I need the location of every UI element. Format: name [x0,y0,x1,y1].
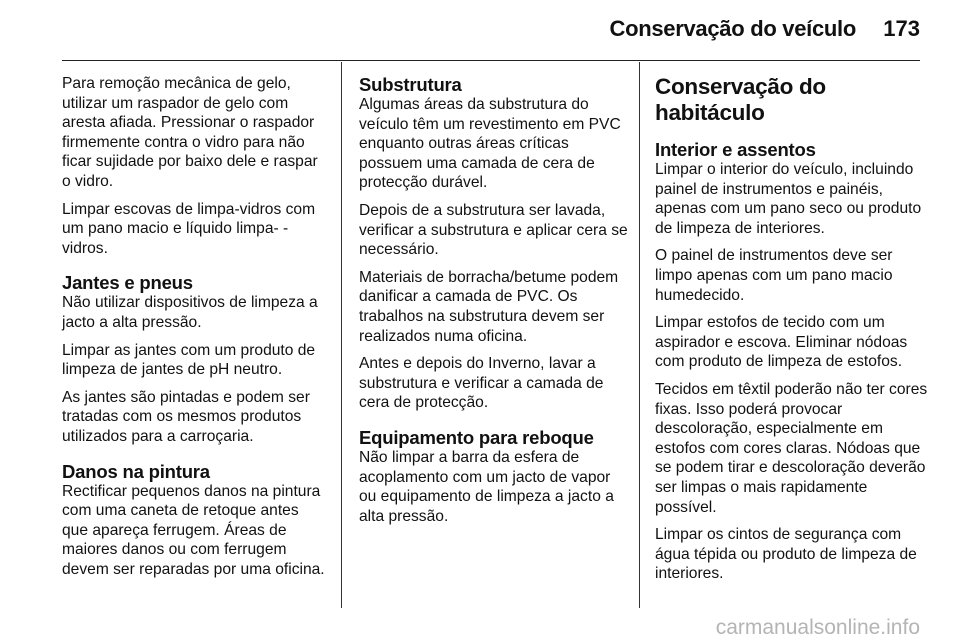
interior-paragraph: Tecidos em têxtil poderão não ter cores fixas. Isso poderá provocar descoloração, especialmente em estofos com cores claras. Nódoas que se podem tirar e descoloração deverão ser limpas o mais rapidamente possível. [655,380,928,516]
interior-paragraph: Limpar estofos de tecido com um aspirador e escova. Eliminar nódoas com produto de limpeza de estofos. [655,314,908,371]
wheels-paragraph: Limpar as jantes com um produto de limpeza de jantes de pH neutro. [62,341,316,379]
paint-damage-paragraph: Rectificar pequenos danos na pintura com uma caneta de retoque antes que apareça ferrugem. Áreas de maiores danos ou com ferrugem devem ser reparadas por uma oficina. [62,482,325,578]
paint-damage-heading: Danos na pintura [62,460,210,482]
column-middle [359,74,631,534]
underbody-paragraph: Antes e depois do Inverno, lavar a substrutura e verificar a camada de cera de protecção. [359,355,604,412]
underbody-paragraph: Materiais de borracha/betume podem danificar a camada de PVC. Os trabalhos na substrutura devem ser realizados numa oficina. [359,268,619,345]
underbody-heading: Substrutura [359,74,462,95]
header-divider [62,60,920,61]
towing-equipment-paragraph: Não limpar a barra da esfera de acoplamento com um jacto de vapor ou equipamento de limpeza a jacto a alta pressão. [359,448,614,525]
wheels-paragraph: As jantes são pintadas e podem ser tratadas com os mesmos produtos utilizados para a carroçaria. [62,388,310,445]
ice-removal-paragraph: Para remoção mecânica de gelo, utilizar um raspador de gelo com aresta afiada. Pressionar o raspador firmemente contra o vidro para não ficar sujidade por baixo dele e raspar o vidro. [62,75,318,190]
interior-paragraph: Limpar os cintos de segurança com água tépida ou produto de limpeza de interiores. [655,526,917,583]
wiper-cleaning-paragraph: Limpar escovas de limpa-vidros com um pano macio e líquido limpa- -vidros. [62,200,316,257]
interior-paragraph: Limpar o interior do veículo, incluindo painel de instrumentos e painéis, apenas com um pano seco ou produto de limpeza de interiores. [655,161,922,237]
header-title: Conservação do veículo [609,16,856,41]
wheels-tyres-heading: Jantes e pneus [62,272,193,294]
underbody-paragraph: Algumas áreas da substrutura do veículo têm um revestimento em PVC enquanto outras áreas críticas possuem uma camada de cera de protecção durável. [359,96,621,192]
page-header [0,0,960,60]
page-number: 173 [883,16,920,41]
watermark: carmanualsonline.info [715,616,920,639]
underbody-paragraph: Depois de a substrutura ser lavada, verificar a substrutura e aplicar cera se necessário. [359,201,628,259]
column-right [655,74,930,592]
interior-care-title: Conservação do habitáculo [655,74,826,125]
wheels-paragraph: Não utilizar dispositivos de limpeza a jacto a alta pressão. [62,294,318,331]
column-left [62,74,328,587]
column-divider-1 [341,62,342,608]
column-divider-2 [639,62,640,608]
interior-paragraph: O painel de instrumentos deve ser limpo apenas com um pano macio humedecido. [655,247,893,304]
towing-equipment-heading: Equipamento para reboque [359,426,594,448]
interior-seats-heading: Interior e assentos [655,139,816,160]
